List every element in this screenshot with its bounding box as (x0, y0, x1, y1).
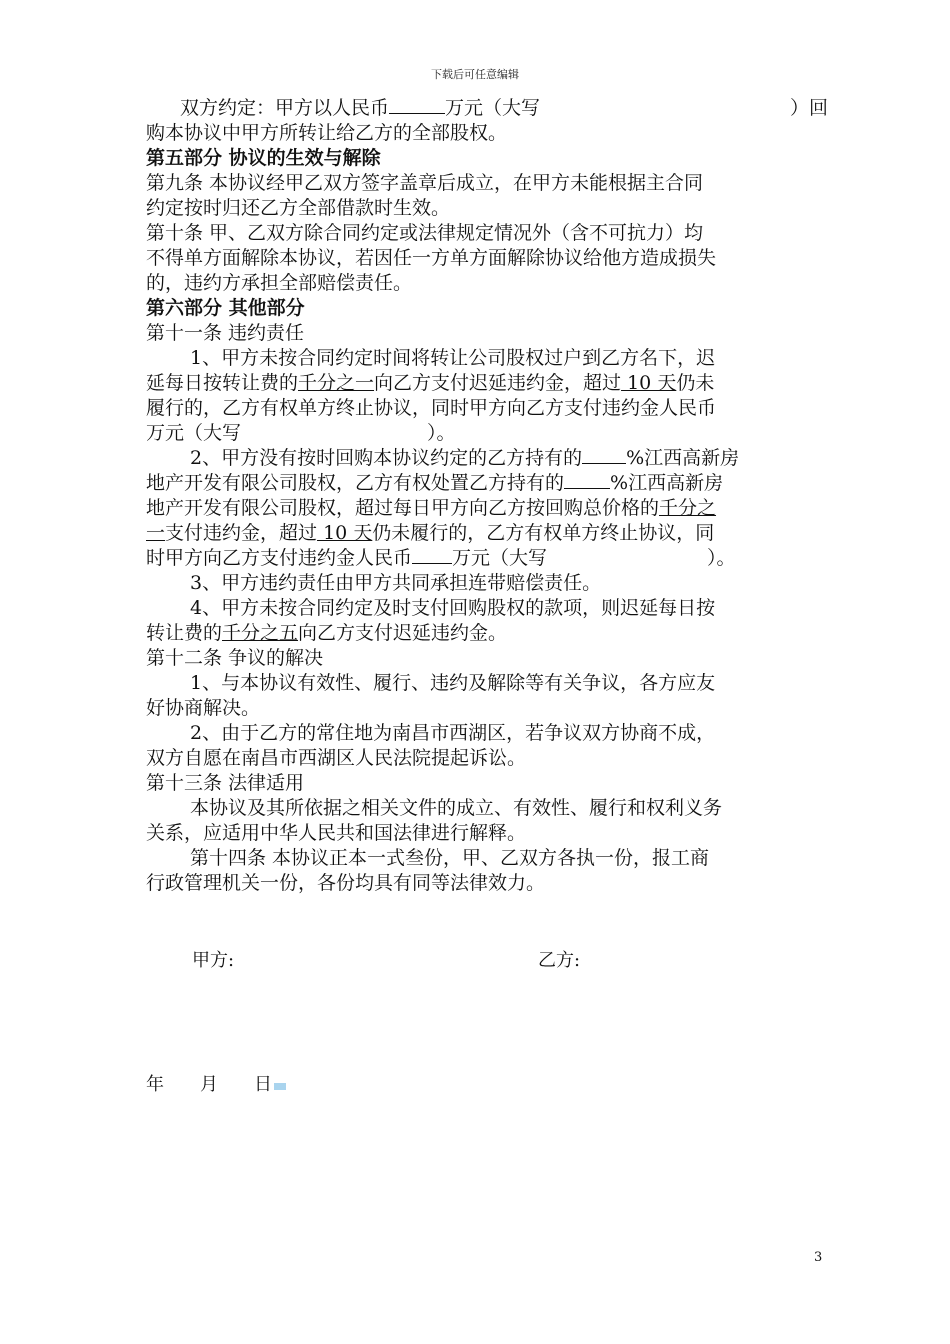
article-line: 转让费的千分之五向乙方支付迟延违约金。 (146, 622, 508, 644)
article-line: 第十四条 本协议正本一式叁份，甲、乙双方各执一份，报工商 (190, 847, 710, 869)
text-cursor-mark (274, 1083, 286, 1090)
article-line: 1、与本协议有效性、履行、违约及解除等有关争议，各方应友 (190, 672, 716, 694)
article-line: 万元（大写 ）。 (146, 422, 456, 444)
paragraph-line: 双方约定：甲方以人民币 万元（大写 ）回 (180, 97, 829, 119)
article-line: 延每日按转让费的千分之一向乙方支付迟延违约金，超过 10 天仍未 (146, 372, 715, 394)
date-day: 日 (254, 1074, 272, 1095)
article-line: 2、由于乙方的常住地为南昌市西湖区，若争议双方协商不成， (190, 722, 716, 744)
article-line: 第九条 本协议经甲乙双方签字盖章后成立，在甲方未能根据主合同 (146, 172, 704, 194)
article-line: 关系，应适用中华人民共和国法律进行解释。 (146, 822, 527, 844)
page-number: 3 (814, 1250, 823, 1265)
header-note: 下载后可任意编辑 (431, 68, 519, 81)
blank-field (564, 471, 610, 489)
date-line (146, 1070, 286, 1096)
article-line: 履行的，乙方有权单方终止协议，同时甲方向乙方支付违约金人民币 (146, 397, 717, 419)
article-line: 地产开发有限公司股权，乙方有权处置乙方持有的 %江西高新房 (146, 472, 724, 494)
article-line: 不得单方面解除本协议，若因任一方单方面解除协议给他方造成损失 (146, 247, 717, 269)
article-line: 时甲方向乙方支付违约金人民币 万元（大写 ）。 (146, 547, 736, 569)
blank-field (582, 446, 626, 464)
article-title: 第十一条 违约责任 (146, 322, 305, 344)
blank-field (389, 96, 445, 114)
party-b-signature-label: 乙方: (538, 950, 581, 971)
article-line: 3、甲方违约责任由甲方共同承担连带赔偿责任。 (190, 572, 602, 594)
party-a-signature-label: 甲方: (192, 950, 235, 971)
article-line: 双方自愿在南昌市西湖区人民法院提起诉讼。 (146, 747, 527, 769)
document-body (146, 96, 829, 896)
article-line: 地产开发有限公司股权，超过每日甲方向乙方按回购总价格的千分之 (146, 497, 717, 519)
article-line: 第十条 甲、乙双方除合同约定或法律规定情况外（含不可抗力）均 (146, 222, 704, 244)
article-title: 第十二条 争议的解决 (146, 647, 324, 669)
article-line: 的，违约方承担全部赔偿责任。 (146, 272, 413, 294)
article-line: 4、甲方未按合同约定及时支付回购股权的款项，则迟延每日按 (190, 597, 716, 619)
article-line: 约定按时归还乙方全部借款时生效。 (146, 197, 451, 219)
article-line: 行政管理机关一份，各份均具有同等法律效力。 (146, 872, 546, 894)
article-line: 本协议及其所依据之相关文件的成立、有效性、履行和权利义务 (190, 797, 723, 819)
blank-field (412, 546, 452, 564)
section-title: 第六部分 其他部分 (146, 297, 305, 319)
article-line: 一支付违约金，超过 10 天仍未履行的，乙方有权单方终止协议，同 (146, 522, 715, 544)
paragraph-line: 购本协议中甲方所转让给乙方的全部股权。 (146, 122, 508, 144)
section-title: 第五部分 协议的生效与解除 (146, 147, 381, 169)
article-line: 好协商解决。 (146, 697, 261, 719)
article-line: 2、甲方没有按时回购本协议约定的乙方持有的 %江西高新房 (190, 447, 740, 469)
date-month: 月 (200, 1074, 218, 1095)
article-line: 1、甲方未按合同约定时间将转让公司股权过户到乙方名下，迟 (190, 347, 716, 369)
article-title: 第十三条 法律适用 (146, 772, 305, 794)
date-year: 年 (146, 1074, 164, 1095)
